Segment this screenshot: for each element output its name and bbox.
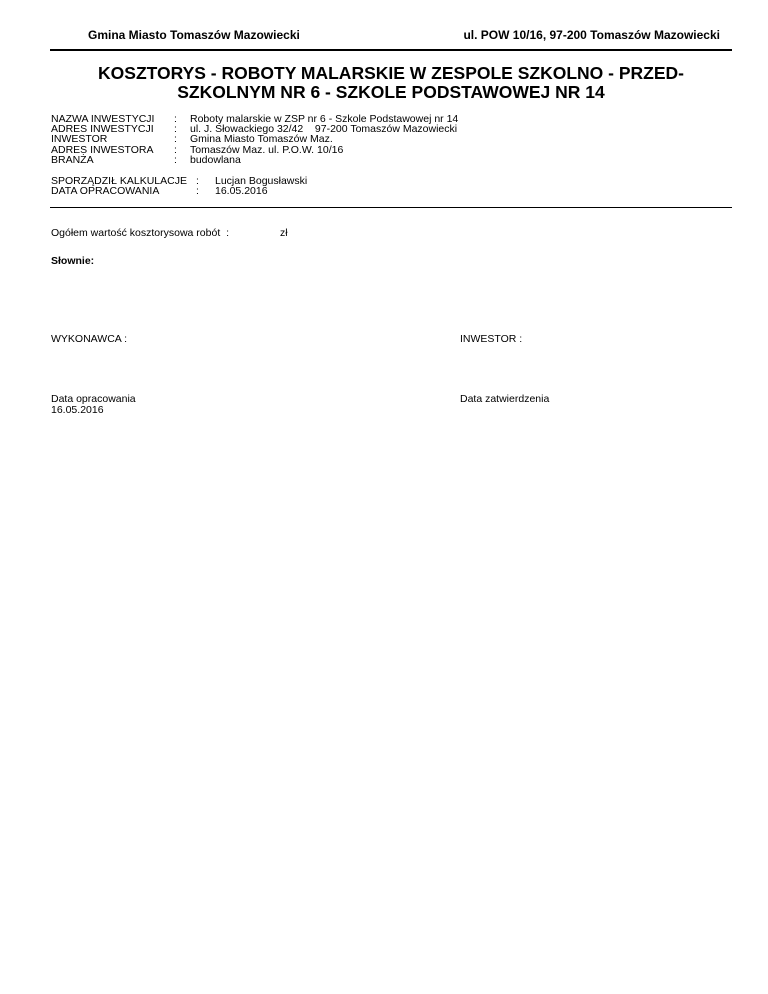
date-approved-label: Data zatwierdzenia [460,393,550,405]
prepared-colon: : [196,185,199,198]
amount-in-words-label: Słownie: [51,255,95,267]
info-colon: : [174,153,177,166]
info-label: BRANŻA [51,153,94,166]
title-line-2: SZKOLNYM NR 6 - SZKOLE PODSTAWOWEJ NR 14 [177,82,605,102]
info-value: Tomaszów Maz. ul. P.O.W. 10/16 [190,143,344,156]
prepared-label: DATA OPRACOWANIA [51,185,160,198]
prepared-label: SPORZĄDZIŁ KALKULACJE [51,175,187,187]
document-title [50,64,732,102]
prepared-colon: : [196,175,199,187]
info-value: ul. J. Słowackiego 32/42 97-200 Tomaszów Mazowiecki [190,123,458,136]
prepared-value: Lucjan Bogusławski [215,175,308,187]
info-colon: : [174,143,177,156]
info-value: Roboty malarskie w ZSP nr 6 - Szkole Podstawowej nr 14 [190,113,459,125]
info-label: NAZWA INWESTYCJI [51,113,155,125]
header-address: ul. POW 10/16, 97-200 Tomaszów Mazowiecki [463,28,720,42]
header-municipality: Gmina Miasto Tomaszów Mazowiecki [88,28,300,42]
info-value: budowlana [190,153,241,166]
header-divider [50,49,732,51]
info-colon: : [174,113,177,125]
info-label: INWESTOR [51,133,108,146]
section-divider [50,207,732,208]
date-prepared-label: Data opracowania [51,393,136,405]
title-line-1: KOSZTORYS - ROBOTY MALARSKIE W ZESPOLE SZKOLNO - PRZED- [98,63,684,83]
date-prepared-value: 16.05.2016 [51,404,104,416]
contractor-label: WYKONAWCA : [51,333,128,345]
info-colon: : [174,133,177,146]
info-label: ADRES INWESTYCJI [51,123,154,136]
info-label: ADRES INWESTORA [51,143,154,156]
total-value-label: Ogółem wartość kosztorysowa robót : [51,227,229,239]
total-currency: zł [280,227,288,239]
info-value: Gmina Miasto Tomaszów Maz. [190,133,333,146]
info-colon: : [174,123,177,136]
investor-label: INWESTOR : [460,333,523,345]
prepared-value: 16.05.2016 [215,185,268,198]
